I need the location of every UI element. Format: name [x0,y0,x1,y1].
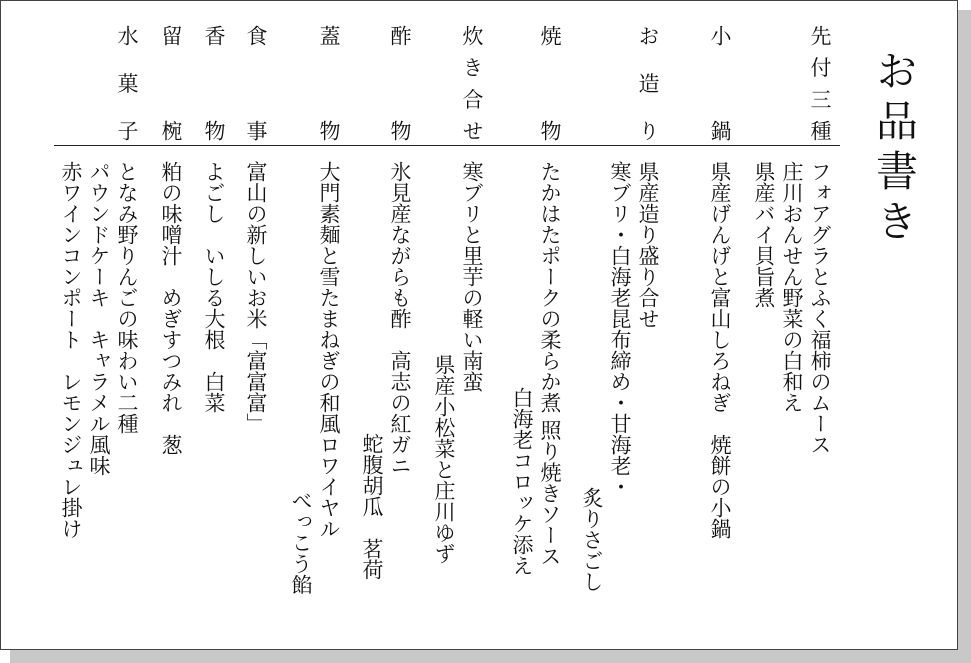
dish-line: 粕の味噌汁 めぎすつみれ 葱 [159,161,183,455]
dish-line: 県産げんげと富山しろねぎ 焼餅の小鍋 [708,161,732,539]
dish-line: 氷見産ながらも酢 高志の紅ガニ [388,161,412,476]
dish-line: 寒ブリと里芋の軽い南蛮 [460,161,484,392]
course-name-otsukuri: お造り [636,25,660,141]
course-name-mizugashi: 水菓子 [115,25,139,141]
dish-line: 富山の新しいお米「富富富」 [244,161,268,434]
dish-line: となみ野りんごの味わい二種 [115,161,139,434]
dish-line: 庄川おんせん野菜の白和え [780,161,804,413]
dish-line: パウンドケーキ キャラメル風味 [87,161,111,476]
dish-line: フォアグラとふく福柿のムース [808,161,832,455]
dish-line: 炙りさごし [580,487,604,592]
course-name-konabe: 小鍋 [708,25,732,141]
dish-line: 白海老コロッケ添え [510,387,534,576]
course-name-futamono: 蓋物 [317,25,341,141]
course-name-yakimono: 焼物 [538,25,562,141]
course-name-sakizuke: 先付三種 [808,25,832,141]
dish-line: 赤ワインコンポート レモンジュレ掛け [59,161,83,539]
course-name-tomewan: 留椀 [159,25,183,141]
course-name-takiawase: 炊き合せ [460,25,484,141]
dish-line: たかはたポークの柔らか煮 照り焼きソース [538,161,562,567]
course-name-sunomono: 酢物 [388,25,412,141]
course-name-kounomono: 香物 [202,25,226,141]
course-name-shokuji: 食事 [244,25,268,141]
dish-line: 大門素麺と雪たまねぎの和風ロワイヤル [317,161,341,539]
dish-line: 県産造り盛り合せ [636,161,660,329]
dish-line: 蛇腹胡瓜 茗荷 [360,433,384,580]
header-divider [54,145,840,146]
dish-line: 県産小松菜と庄川ゆず [432,354,456,564]
dish-line: よごし いしる大根 白菜 [202,161,226,413]
dish-line: べっこう餡 [289,490,313,595]
dish-line: 県産バイ貝旨煮 [752,161,776,308]
dish-line: 寒ブリ・白海老昆布締め・甘海老・ [608,161,632,497]
menu-title: お品書き [870,49,919,249]
